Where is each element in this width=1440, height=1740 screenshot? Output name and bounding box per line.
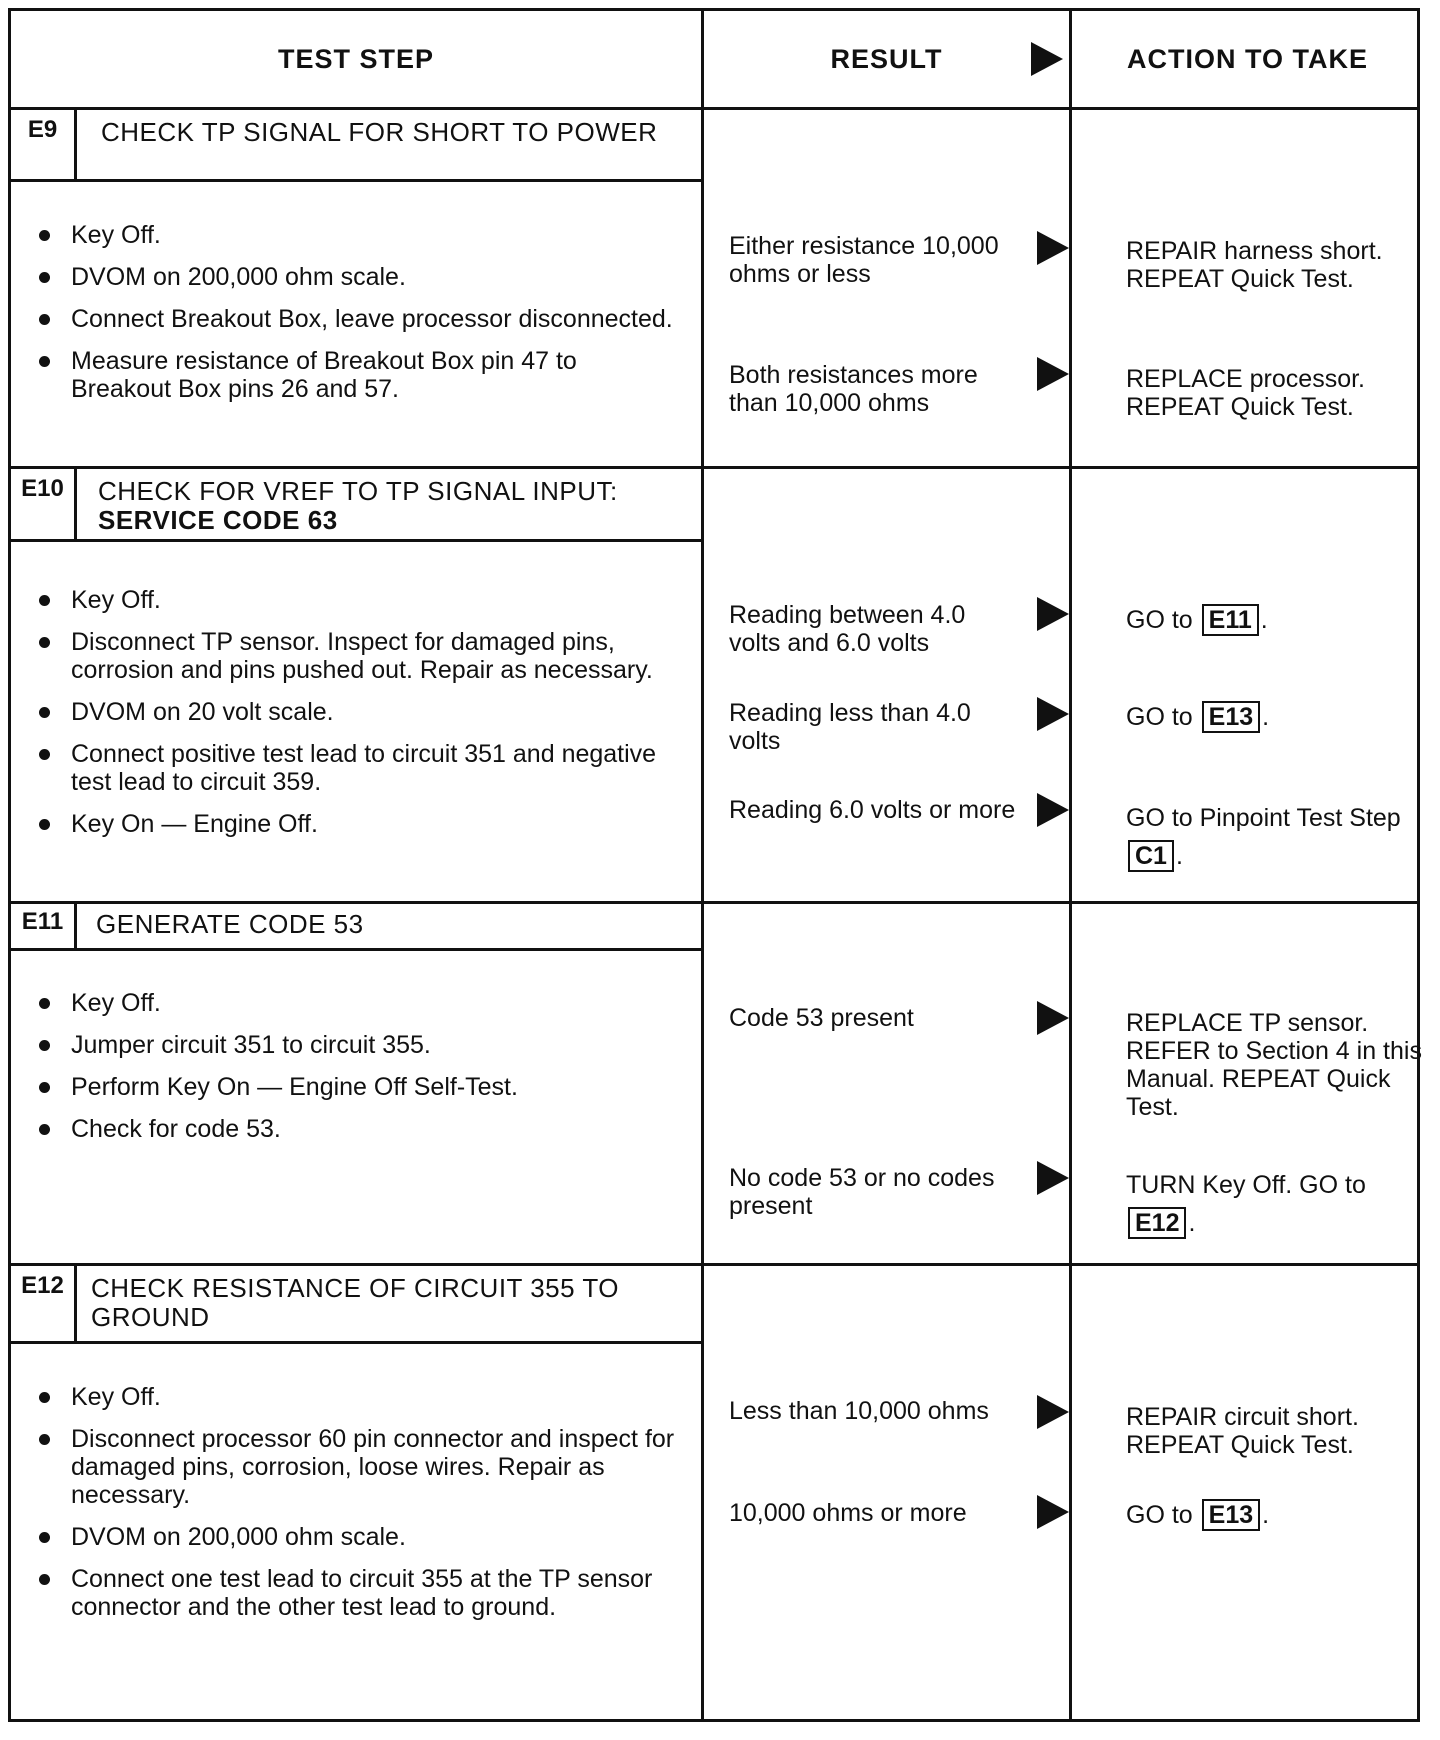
arrow-icon: [1031, 42, 1063, 76]
bullet-item: Disconnect TP sensor. Inspect for damaged pins, corrosion and pins pushed out. Repair as necessary.: [37, 628, 677, 684]
action-prefix: TURN Key Off. GO to: [1126, 1171, 1366, 1199]
action-prefix: GO to Pinpoint Test Step: [1126, 804, 1401, 832]
step-title: GENERATE CODE 53: [96, 909, 364, 939]
action-text: REPAIR circuit short. REPEAT Quick Test.: [1126, 1403, 1359, 1459]
step-bullets: [37, 989, 677, 1157]
bullet-item: Key Off.: [37, 586, 677, 614]
step-title-divider: [11, 1341, 701, 1344]
action-text: [1126, 1166, 1426, 1242]
result-text: No code 53 or no codes present: [729, 1164, 995, 1220]
action-text: [1126, 604, 1426, 636]
row-divider: [11, 1263, 1417, 1266]
bullet-item: DVOM on 200,000 ohm scale.: [37, 263, 677, 291]
bullet-item: Connect Breakout Box, leave processor disconnected.: [37, 305, 677, 333]
bullet-item: Check for code 53.: [37, 1115, 677, 1143]
action-text: [1126, 799, 1426, 875]
step-reference-e13[interactable]: E13: [1202, 701, 1260, 733]
row-divider: [11, 901, 1417, 904]
action-text: REPLACE processor. REPEAT Quick Test.: [1126, 365, 1365, 421]
action-suffix: .: [1175, 842, 1183, 870]
step-bullets: [37, 1383, 677, 1635]
arrow-icon: [1037, 231, 1069, 265]
step-id: E10: [11, 469, 77, 539]
header-action: ACTION TO TAKE: [1127, 43, 1368, 74]
result-text: Code 53 present: [729, 1004, 914, 1032]
step-id: E11: [11, 904, 77, 948]
diagnostic-table: [8, 8, 1420, 1722]
arrow-icon: [1037, 357, 1069, 391]
bullet-item: Connect one test lead to circuit 355 at the TP sensor connector and the other test lead to ground.: [37, 1565, 677, 1621]
action-prefix: GO to: [1126, 703, 1193, 731]
step-reference-c1[interactable]: C1: [1128, 840, 1174, 872]
result-text: Reading between 4.0 volts and 6.0 volts: [729, 601, 966, 657]
step-title-divider: [11, 179, 701, 182]
step-id: E9: [11, 110, 77, 179]
result-text: Either resistance 10,000 ohms or less: [729, 232, 999, 288]
arrow-icon: [1037, 793, 1069, 827]
header-divider: [11, 107, 1417, 110]
arrow-icon: [1037, 1001, 1069, 1035]
result-text: 10,000 ohms or more: [729, 1499, 967, 1527]
action-suffix: .: [1260, 606, 1268, 634]
bullet-item: Key Off.: [37, 221, 677, 249]
arrow-icon: [1037, 597, 1069, 631]
action-prefix: GO to: [1126, 606, 1193, 634]
step-title-divider: [11, 948, 701, 951]
row-divider: [11, 466, 1417, 469]
result-text: Less than 10,000 ohms: [729, 1397, 989, 1425]
step-bullets: [37, 221, 677, 417]
step-title: CHECK RESISTANCE OF CIRCUIT 355 TO GROUND: [91, 1273, 619, 1332]
step-reference-e12[interactable]: E12: [1128, 1207, 1186, 1239]
action-suffix: .: [1262, 1501, 1270, 1529]
arrow-icon: [1037, 1161, 1069, 1195]
step-reference-e13[interactable]: E13: [1202, 1499, 1260, 1531]
step-title-divider: [11, 539, 701, 542]
bullet-item: Key Off.: [37, 1383, 677, 1411]
column-divider-action: [1069, 11, 1072, 1719]
action-text: REPAIR harness short. REPEAT Quick Test.: [1126, 237, 1383, 293]
bullet-item: DVOM on 200,000 ohm scale.: [37, 1523, 677, 1551]
arrow-icon: [1037, 1395, 1069, 1429]
action-text: [1126, 701, 1426, 733]
bullet-item: DVOM on 20 volt scale.: [37, 698, 677, 726]
step-reference-e11[interactable]: E11: [1202, 604, 1259, 636]
action-text: REPLACE TP sensor. REFER to Section 4 in this Manual. REPEAT Quick Test.: [1126, 1009, 1422, 1121]
result-text: Both resistances more than 10,000 ohms: [729, 361, 978, 417]
bullet-item: Disconnect processor 60 pin connector and inspect for damaged pins, corrosion, loose wires. Repair as necessary.: [37, 1425, 677, 1509]
action-text: [1126, 1499, 1426, 1531]
step-title: [98, 477, 678, 535]
bullet-item: Perform Key On — Engine Off Self-Test.: [37, 1073, 677, 1101]
step-title-line: CHECK FOR VREF TO TP SIGNAL INPUT:: [98, 476, 618, 506]
step-id: E12: [11, 1266, 77, 1341]
step-bullets: [37, 586, 677, 852]
result-text: Reading less than 4.0 volts: [729, 699, 971, 755]
action-suffix: .: [1262, 703, 1270, 731]
column-divider-result: [701, 11, 704, 1719]
arrow-icon: [1037, 697, 1069, 731]
action-suffix: .: [1188, 1209, 1196, 1237]
step-title: CHECK TP SIGNAL FOR SHORT TO POWER: [101, 117, 658, 147]
header-result-label: RESULT: [830, 43, 943, 74]
action-prefix: GO to: [1126, 1501, 1193, 1529]
header-test-step: TEST STEP: [277, 43, 435, 74]
arrow-icon: [1037, 1495, 1069, 1529]
bullet-item: Measure resistance of Breakout Box pin 47 to Breakout Box pins 26 and 57.: [37, 347, 677, 403]
bullet-item: Key On — Engine Off.: [37, 810, 677, 838]
step-title-bold: SERVICE CODE 63: [98, 505, 338, 535]
bullet-item: Jumper circuit 351 to circuit 355.: [37, 1031, 677, 1059]
result-text: Reading 6.0 volts or more: [729, 796, 1016, 824]
bullet-item: Key Off.: [37, 989, 677, 1017]
header-result: [704, 11, 1069, 107]
bullet-item: Connect positive test lead to circuit 351 and negative test lead to circuit 359.: [37, 740, 677, 796]
